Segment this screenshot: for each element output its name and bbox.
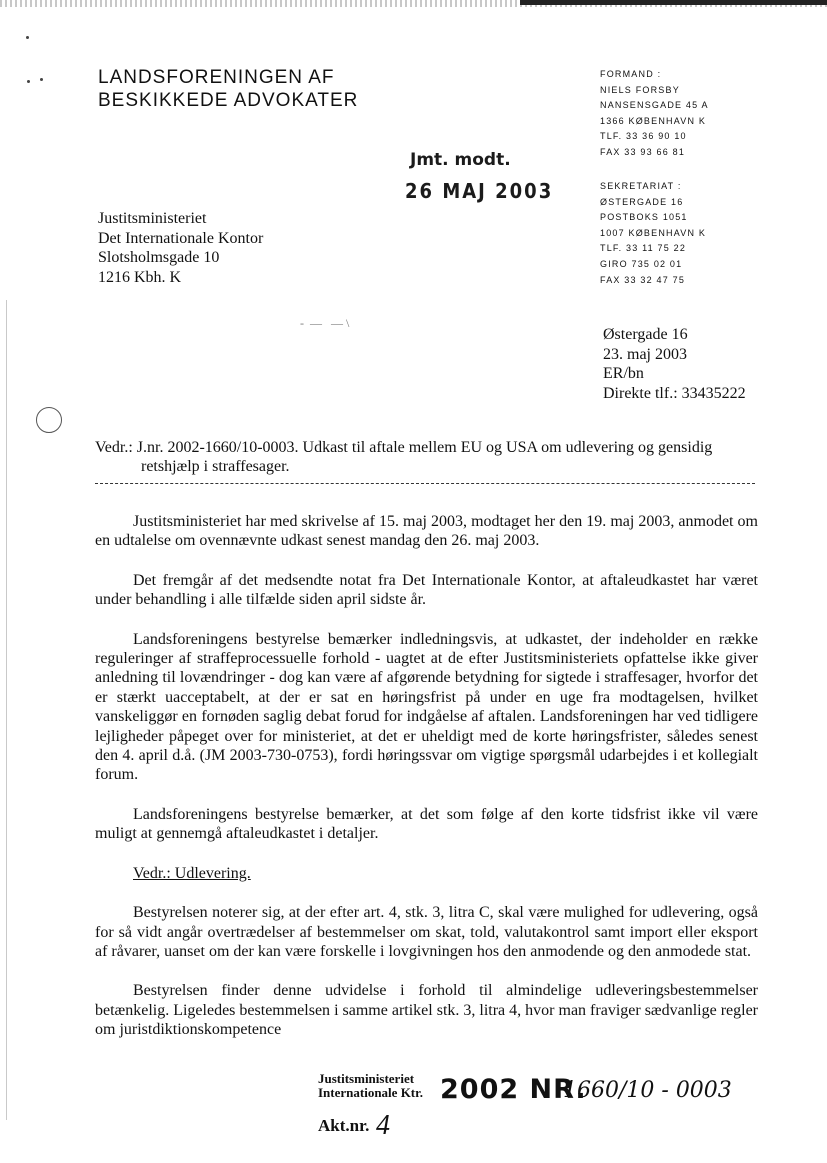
subject-line-1: Vedr.: J.nr. 2002-1660/10-0003. Udkast til aftale mellem EU og USA om udlevering og gensidig (95, 439, 713, 456)
recipient-address (98, 209, 263, 287)
sekretariat-line: 1007 KØBENHAVN K (600, 227, 707, 238)
paragraph: Bestyrelsen finder denne udvidelse i forhold til almindelige udleveringsbestemmelser betænkelig. Ligeledes bestemmelsen i samme artikel stk. 3, litra 4, hvor man fraviger sædvanlige regler om juristdiktionskompetence (95, 982, 758, 1039)
received-stamp-title: Jmt. modt. (410, 150, 511, 170)
reference-initials: ER/bn (603, 365, 644, 382)
formand-line: 1366 KØBENHAVN K (600, 115, 707, 126)
paragraph: Landsforeningens bestyrelse bemærker, at det som følge af den korte tidsfrist ikke vil være muligt at gennemgå aftaleudkastet i detaljer. (95, 805, 758, 843)
registry-number: 2002 NR. (440, 1074, 587, 1105)
formand-block (600, 67, 709, 161)
sekretariat-block (600, 179, 706, 288)
scan-scribble: - — — \ (300, 316, 350, 330)
sekretariat-line: ØSTERGADE 16 (600, 196, 684, 207)
binder-hole (36, 407, 62, 433)
sender-block (603, 325, 746, 403)
subject-line-2: retshjælp i straffesager. (141, 458, 290, 475)
recipient-line: Justitsministeriet (98, 210, 207, 227)
org-line-2: BESKIKKEDE ADVOKATER (98, 90, 359, 111)
formand-heading: FORMAND : (600, 69, 662, 79)
registry-ministry: Justitsministeriet (318, 1071, 415, 1086)
sekretariat-line: TLF. 33 11 75 22 (600, 243, 687, 254)
scan-speck (40, 78, 43, 81)
organization-name (98, 66, 358, 112)
paragraph: Det fremgår af det medsendte notat fra Det Internationale Kontor, at aftaleudkastet har været under behandling i alle tilfælde siden april sidste år. (95, 571, 758, 609)
sekretariat-line: POSTBOKS 1051 (600, 212, 688, 223)
subject-line (95, 438, 765, 476)
recipient-line: Slotsholmsgade 10 (98, 249, 220, 266)
paragraph: Justitsministeriet har med skrivelse af 15. maj 2003, modtaget her den 19. maj 2003, anmodet om en udtalelse om ovennævnte udkast senest mandag den 26. maj 2003. (95, 513, 758, 550)
recipient-line: 1216 Kbh. K (98, 268, 182, 286)
registry-akt-label: Akt.nr. (318, 1116, 370, 1135)
formand-line: TLF. 33 36 90 10 (600, 131, 687, 142)
formand-line: NIELS FORSBY (600, 84, 680, 95)
registry-handwritten-ref: 1660/10 - 0003 (563, 1078, 732, 1103)
recipient-line: Det Internationale Kontor (98, 229, 264, 247)
scan-left-edge (6, 300, 7, 1120)
formand-line: NANSENSGADE 45 A (600, 100, 709, 111)
scan-top-edge-dark (520, 0, 827, 5)
letter-body (95, 512, 758, 1060)
letter-date: 23. maj 2003 (603, 345, 687, 363)
scan-speck (27, 80, 30, 83)
sekretariat-line: GIRO 735 02 01 (600, 258, 683, 269)
sekretariat-heading: SEKRETARIAT : (600, 181, 682, 191)
scan-speck (26, 36, 29, 39)
paragraph: Bestyrelsen noterer sig, at der efter art. 4, stk. 3, litra C, skal være mulighed for udlevering, også for så vidt angår overtrædelser af bestemmelser om skat, told, valutakontrol samt import eller eksport af råvarer, uanset om der kan være forskelle i lovgivningen hos den anmodende og den anmodede stat. (95, 904, 758, 960)
direct-phone: Direkte tlf.: 33435222 (603, 384, 746, 402)
registry-office: Internationale Ktr. (318, 1085, 423, 1100)
subject-divider (95, 483, 755, 484)
paragraph: Landsforeningens bestyrelse bemærker indledningsvis, at udkastet, der indeholder en række reguleringer af straffeprocessuelle forhold - uagtet at de efter Justitsministeriets opfattelse ikke giver anledning til lovændringer - dog kan være af afgørende betydning for sigtede i straffesager, hvorfor det er stærkt uacceptabelt, at der er sat en høringsfrist på under en uge fra modtagelsen, hvilket vanskeliggør en fornøden saglig debat forud for indgåelse af aftalen. Landsforeningen har ved tidligere lejligheder påpeget over for ministeriet, at det er uheldigt med de korte høringsfrister, således senest den 4. april d.å. (JM 2003-730-0753), fordi høringssvar om vigtige spørgsmål udarbejdes i et kollegialt forum. (95, 630, 758, 784)
section-heading: Vedr.: Udlevering. (133, 864, 251, 882)
formand-line: FAX 33 93 66 81 (600, 146, 686, 157)
received-stamp-date: 26 MAJ 2003 (405, 179, 554, 204)
org-line-1: LANDSFORENINGEN AF (98, 67, 335, 88)
sender-address: Østergade 16 (603, 326, 688, 343)
registry-stamp (318, 1071, 732, 1141)
registry-akt-value: 4 (376, 1110, 390, 1141)
sekretariat-line: FAX 33 32 47 75 (600, 274, 686, 285)
